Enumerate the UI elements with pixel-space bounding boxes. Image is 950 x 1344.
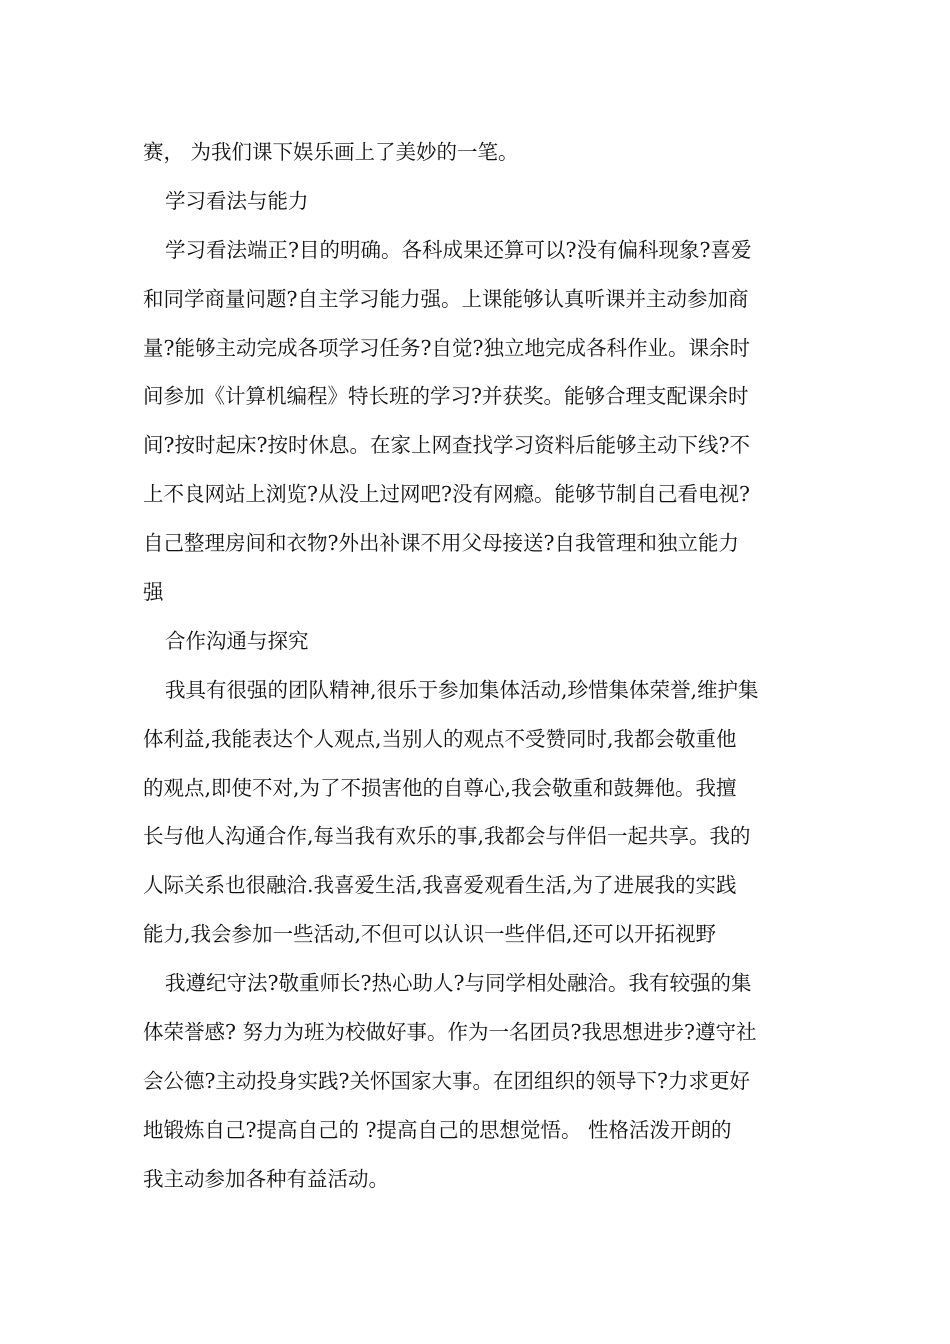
text-line: 和同学商量问题?自主学习能力强。上课能够认真听课并主动参加商 — [143, 286, 749, 311]
text-line: 体利益,我能表达个人观点,当别人的观点不受赞同时,我都会敬重他 — [143, 726, 737, 751]
text-line: 自己整理房间和衣物?外出补课不用父母接送?自我管理和独立能力 — [143, 531, 739, 556]
text-line: 我主动参加各种有益活动。 — [143, 1166, 389, 1191]
text-line: 我具有很强的团队精神,很乐于参加集体活动,珍惜集体荣誉,维护集 — [165, 677, 759, 702]
text-line: 间?按时起床?按时休息。在家上网查找学习资料后能够主动下线?不 — [143, 433, 750, 458]
text-line: 会公德?主动投身实践?关怀国家大事。在团组织的领导下?力求更好 — [143, 1068, 750, 1093]
text-line: 上不良网站上浏览?从没上过网吧?没有网瘾。能够节制自己看电视? — [143, 482, 750, 507]
text-line: 量?能够主动完成各项学习任务?自觉?独立地完成各科作业。课余时 — [143, 335, 750, 360]
text-line: 我遵纪守法?敬重师长?热心助人?与同学相处融洽。我有较强的集 — [165, 971, 752, 996]
text-line: 的观点,即使不对,为了不损害他的自尊心,我会敬重和鼓舞他。我擅 — [143, 775, 737, 800]
text-line: 地锻炼自己?提高自己的 ?提高自己的思想觉悟。 性格活泼开朗的 — [143, 1117, 732, 1142]
document-body — [143, 128, 809, 1204]
text-line: 赛， 为我们课下娱乐画上了美妙的一笔。 — [143, 140, 519, 164]
text-line: 长与他人沟通合作,每当我有欢乐的事,我都会与伴侣一起共享。我的 — [143, 824, 751, 849]
text-line: 人际关系也很融洽.我喜爱生活,我喜爱观看生活,为了进展我的实践 — [143, 873, 737, 898]
section-heading-cooperation: 合作沟通与探究 — [165, 628, 309, 653]
text-line: 间参加《计算机编程》特长班的学习?并获奖。能够合理支配课余时 — [143, 384, 749, 409]
text-line: 体荣誉感? 努力为班为校做好事。作为一名团员?我思想进步?遵守社 — [143, 1020, 757, 1045]
text-line: 能力,我会参加一些活动,不但可以认识一些伴侣,还可以开拓视野 — [143, 922, 717, 947]
text-line: 学习看法端正?目的明确。各科成果还算可以?没有偏科现象?喜爱 — [165, 237, 752, 262]
text-line: 强 — [143, 580, 164, 605]
section-heading-study: 学习看法与能力 — [165, 188, 309, 213]
